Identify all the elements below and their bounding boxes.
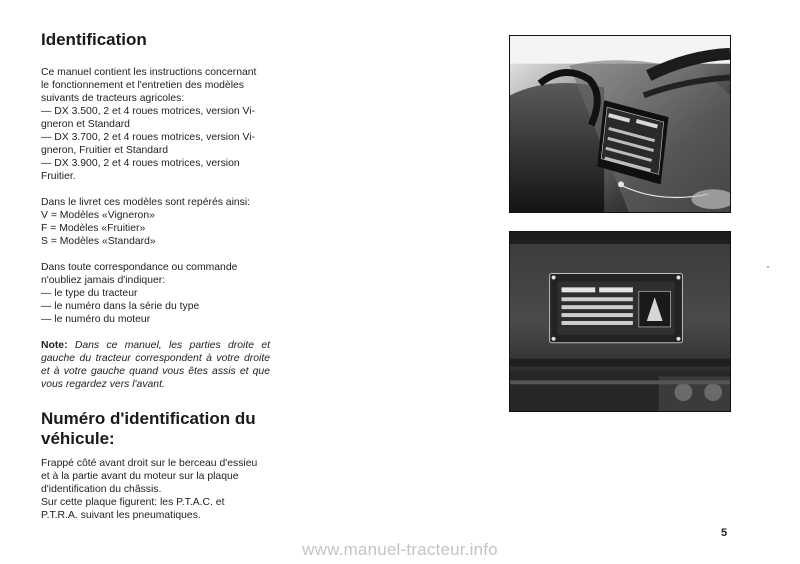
chassis-plate-photo-graphic <box>510 232 730 411</box>
vehicle-id-line: Frappé côté avant droit sur le berceau d'essieu <box>41 458 258 469</box>
intro-line: — DX 3.900, 2 et 4 roues motrices, version <box>41 158 240 169</box>
correspondence-block <box>41 261 270 326</box>
model-code-vigneron: V = Modèles «Vigneron» <box>41 210 155 221</box>
vehicle-id-line: P.T.R.A. suivant les pneumatiques. <box>41 510 201 521</box>
vehicle-id-line: et à la partie avant du moteur sur la plaque <box>41 471 239 482</box>
vehicle-id-heading <box>41 409 270 449</box>
intro-line: suivants de tracteurs agricoles: <box>41 93 185 104</box>
intro-line: — DX 3.700, 2 et 4 roues motrices, version Vi- <box>41 132 256 143</box>
vehicle-id-line: d'identification du châssis. <box>41 484 162 495</box>
intro-line: gneron, Fruitier et Standard <box>41 145 169 156</box>
model-code-standard: S = Modèles «Standard» <box>41 236 156 247</box>
watermark: www.manuel-tracteur.info <box>302 540 498 559</box>
intro-line: le fonctionnement et l'entretien des modèles <box>41 80 244 91</box>
intro-line: — DX 3.500, 2 et 4 roues motrices, version Vi- <box>41 106 256 117</box>
text-column <box>41 30 270 522</box>
note-label: Note: <box>41 340 68 351</box>
chassis-plate-photo <box>509 231 731 412</box>
correspondence-line: — le type du tracteur <box>41 288 138 299</box>
intro-line: Ce manuel contient les instructions concernant <box>41 67 257 78</box>
vehicle-id-heading-line1: Numéro d'identification du <box>41 409 256 428</box>
engine-plate-photo-graphic <box>510 36 730 212</box>
correspondence-line: Dans toute correspondance ou commande <box>41 262 238 273</box>
note-paragraph <box>41 339 270 391</box>
correspondence-line: — le numéro dans la série du type <box>41 301 200 312</box>
model-code-fruitier: F = Modèles «Fruitier» <box>41 223 146 234</box>
identification-heading: Identification <box>41 30 147 49</box>
intro-line: Fruitier. <box>41 171 76 182</box>
correspondence-line: — le numéro du moteur <box>41 314 151 325</box>
engine-plate-photo <box>509 35 731 213</box>
correspondence-line: n'oubliez jamais d'indiquer: <box>41 275 166 286</box>
vehicle-id-paragraph <box>41 457 270 522</box>
vehicle-id-heading-line2: véhicule: <box>41 429 115 448</box>
models-block <box>41 196 270 248</box>
intro-line: gneron et Standard <box>41 119 130 130</box>
intro-paragraph <box>41 66 270 183</box>
paper-speck <box>767 266 769 268</box>
note-text: Dans ce manuel, les parties droite et gauche du tracteur correspondent à votre droite et à votre gauche quand vous êtes assis et que vous regardez vers l'avant. <box>41 340 270 390</box>
vehicle-id-line: Sur cette plaque figurent: les P.T.A.C. et <box>41 497 225 508</box>
models-intro: Dans le livret ces modèles sont repérés ainsi: <box>41 197 251 208</box>
page-number: 5 <box>721 527 728 539</box>
